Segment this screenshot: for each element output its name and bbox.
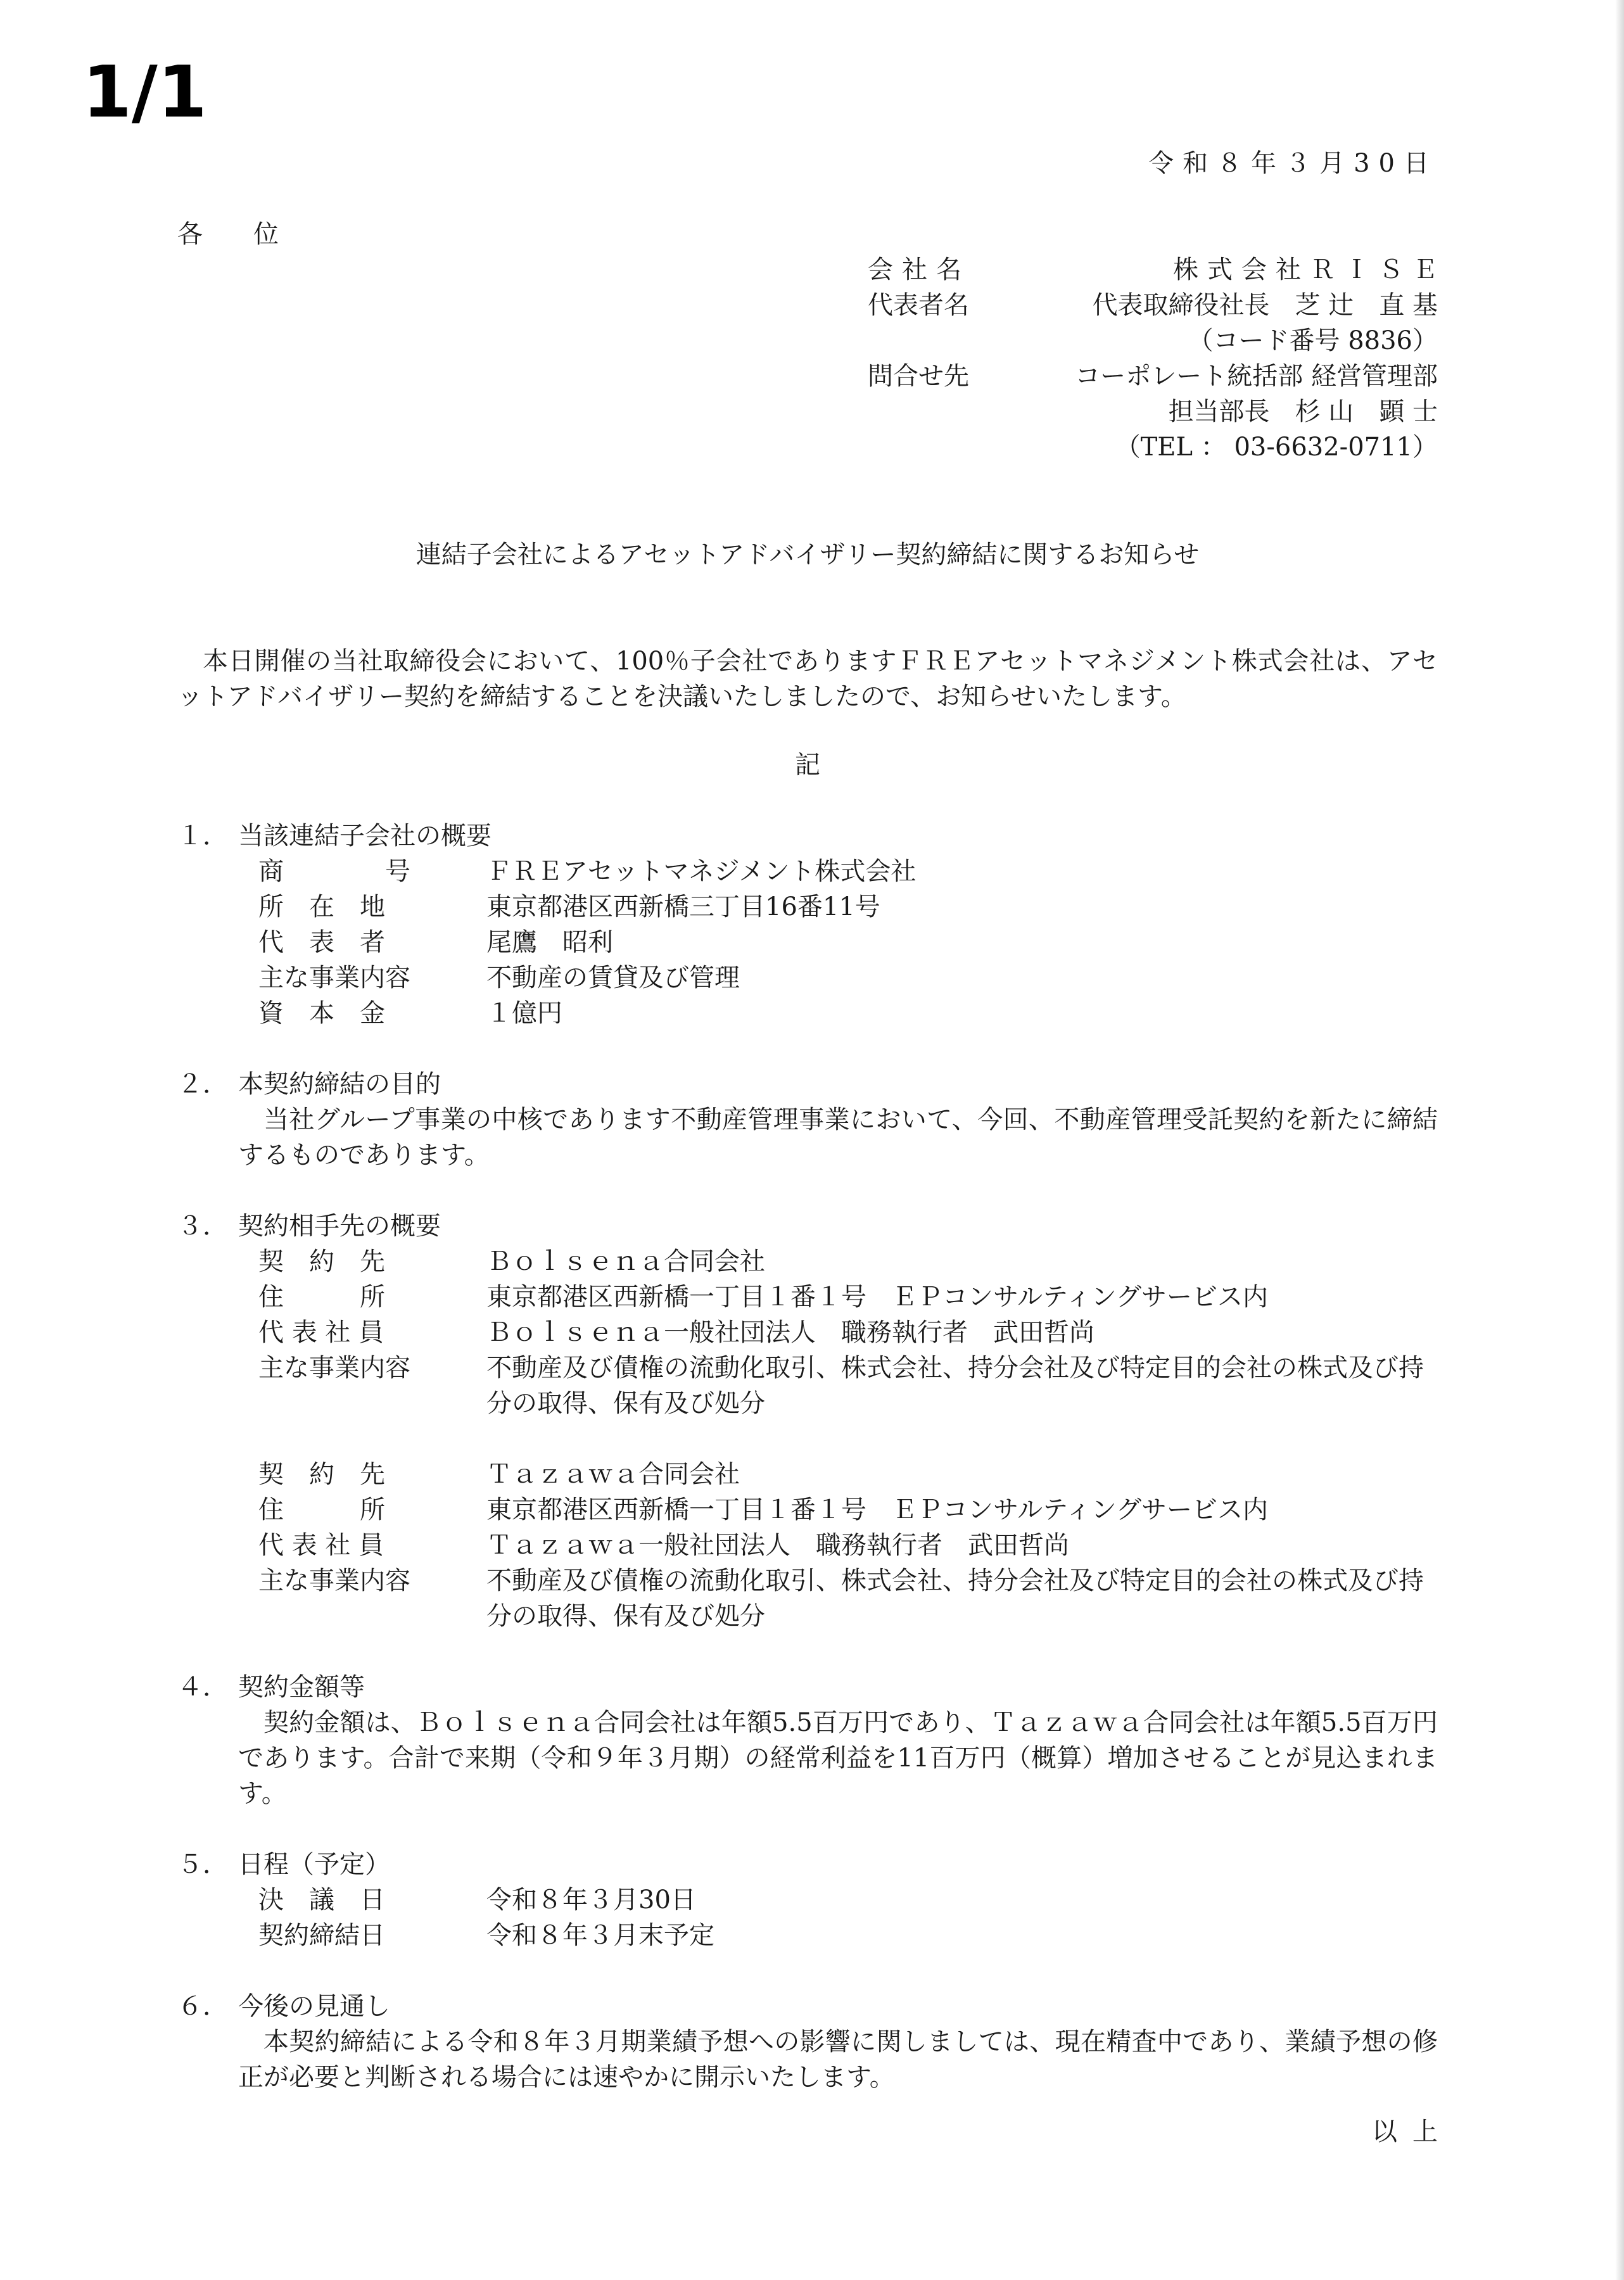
ki-marker: 記: [795, 750, 820, 780]
section-contract-amount: [177, 1669, 1438, 1811]
kv-row: 住 所 東京都港区西新橋一丁目１番１号 ＥＰコンサルティングサービス内: [258, 1282, 1268, 1312]
section-schedule: [177, 1847, 1438, 1953]
kv-row: 代 表 者 尾鷹 昭利: [258, 928, 613, 957]
section-purpose: [177, 1067, 1438, 1173]
intro-text: 本日開催の当社取締役会において、100％子会社でありますＦＲＥアセットマネジメント株式会社は、アセットアドバイザリー契約を締結することを決議いたしましたので、お知らせいたします。: [177, 647, 1438, 711]
kv-row: 商 号 ＦＲＥアセットマネジメント株式会社: [258, 857, 917, 886]
section-heading: ６． 今後の見通し: [177, 1992, 390, 2021]
contact-label: 問合せ先: [868, 362, 969, 391]
contact-person: 担当部長 杉 山 顕 士: [1168, 397, 1438, 426]
intro-paragraph: [177, 643, 1438, 714]
sections: [177, 818, 1438, 2131]
section-heading: ５． 日程（予定）: [177, 1850, 390, 1879]
contact-department: コーポレート統括部 経営管理部: [1075, 362, 1438, 391]
kv-row: 資 本 金 １億円: [258, 999, 562, 1028]
closing-mark: 以上: [1372, 2117, 1453, 2146]
section-text: 当社グループ事業の中核であります不動産管理事業において、今回、不動産管理受託契約を新たに締結するものであります。: [238, 1105, 1438, 1170]
section-outlook: [177, 1989, 1438, 2095]
contact-tel: （TEL ： 03-6632-0711）: [1115, 433, 1438, 462]
sender-block: [868, 252, 1447, 465]
kv-row: 主な事業内容 不動産及び債権の流動化取引、株式会社、持分会社及び特定目的会社の株式及び持分の取得、保有及び処分: [258, 1566, 1424, 1631]
kv-row: 代 表 社 員 Ｂｏｌｓｅｎａ一般社団法人 職務執行者 武田哲尚: [258, 1318, 1094, 1347]
company-label: 会社名: [868, 255, 970, 284]
company-name: 株式会社ＲＩＳＥ: [1173, 255, 1447, 284]
section-text: 契約金額は、Ｂｏｌｓｅｎａ合同会社は年額5.5百万円であり、Ｔａｚａｗａ合同会社は年額5.5百万円であります。合計で来期（令和９年３月期）の経常利益を11百万円（概算）増加させることが見込まれます。: [238, 1708, 1438, 1808]
sender-company-row: [868, 252, 1447, 288]
sender-tel-row: [868, 429, 1438, 465]
sender-code-row: [868, 323, 1438, 358]
kv-row: 住 所 東京都港区西新橋一丁目１番１号 ＥＰコンサルティングサービス内: [258, 1495, 1268, 1524]
document-title: 連結子会社によるアセットアドバイザリー契約締結に関するお知らせ: [416, 540, 1200, 569]
section-heading: ２． 本契約締結の目的: [177, 1070, 441, 1099]
page-marker: 1/1: [82, 51, 207, 134]
page-edge-shadow: [1615, 0, 1624, 2280]
kv-row: 契 約 先 Ｂｏｌｓｅｎａ合同会社: [258, 1247, 765, 1276]
sender-representative-row: [868, 288, 1438, 323]
representative-name: 代表取締役社長 芝 辻 直 基: [1092, 291, 1438, 320]
section-heading: ４． 契約金額等: [177, 1673, 365, 1702]
section-subsidiary-overview: [177, 818, 1438, 1031]
representative-label: 代表者名: [868, 291, 969, 320]
document-date: 令和８年３月30日: [1148, 149, 1438, 178]
sender-contact-person-row: [868, 394, 1438, 429]
kv-row: 主な事業内容 不動産及び債権の流動化取引、株式会社、持分会社及び特定目的会社の株式及び持分の取得、保有及び処分: [258, 1353, 1424, 1418]
kv-row: 主な事業内容 不動産の賃貸及び管理: [258, 963, 740, 992]
kv-row: 契約締結日 令和８年３月末予定: [258, 1921, 714, 1950]
securities-code: （コード番号 8836）: [1188, 326, 1438, 355]
section-counterparty-overview: [177, 1208, 1438, 1634]
kv-row: 決 議 日 令和８年３月30日: [258, 1885, 696, 1915]
addressee: 各 位: [177, 220, 279, 249]
kv-row: 所 在 地 東京都港区西新橋三丁目16番11号: [258, 892, 880, 922]
kv-row: 代 表 社 員 Ｔａｚａｗａ一般社団法人 職務執行者 武田哲尚: [258, 1531, 1069, 1560]
section-heading: ３． 契約相手先の概要: [177, 1212, 441, 1241]
section-heading: １． 当該連結子会社の概要: [177, 821, 492, 851]
section-text: 本契約締結による令和８年３月期業績予想への影響に関しましては、現在精査中であり、業績予想の修正が必要と判断される場合には速やかに開示いたします。: [238, 2027, 1438, 2092]
kv-row: 契 約 先 Ｔａｚａｗａ合同会社: [258, 1460, 740, 1489]
sender-contact-row: [868, 358, 1438, 394]
